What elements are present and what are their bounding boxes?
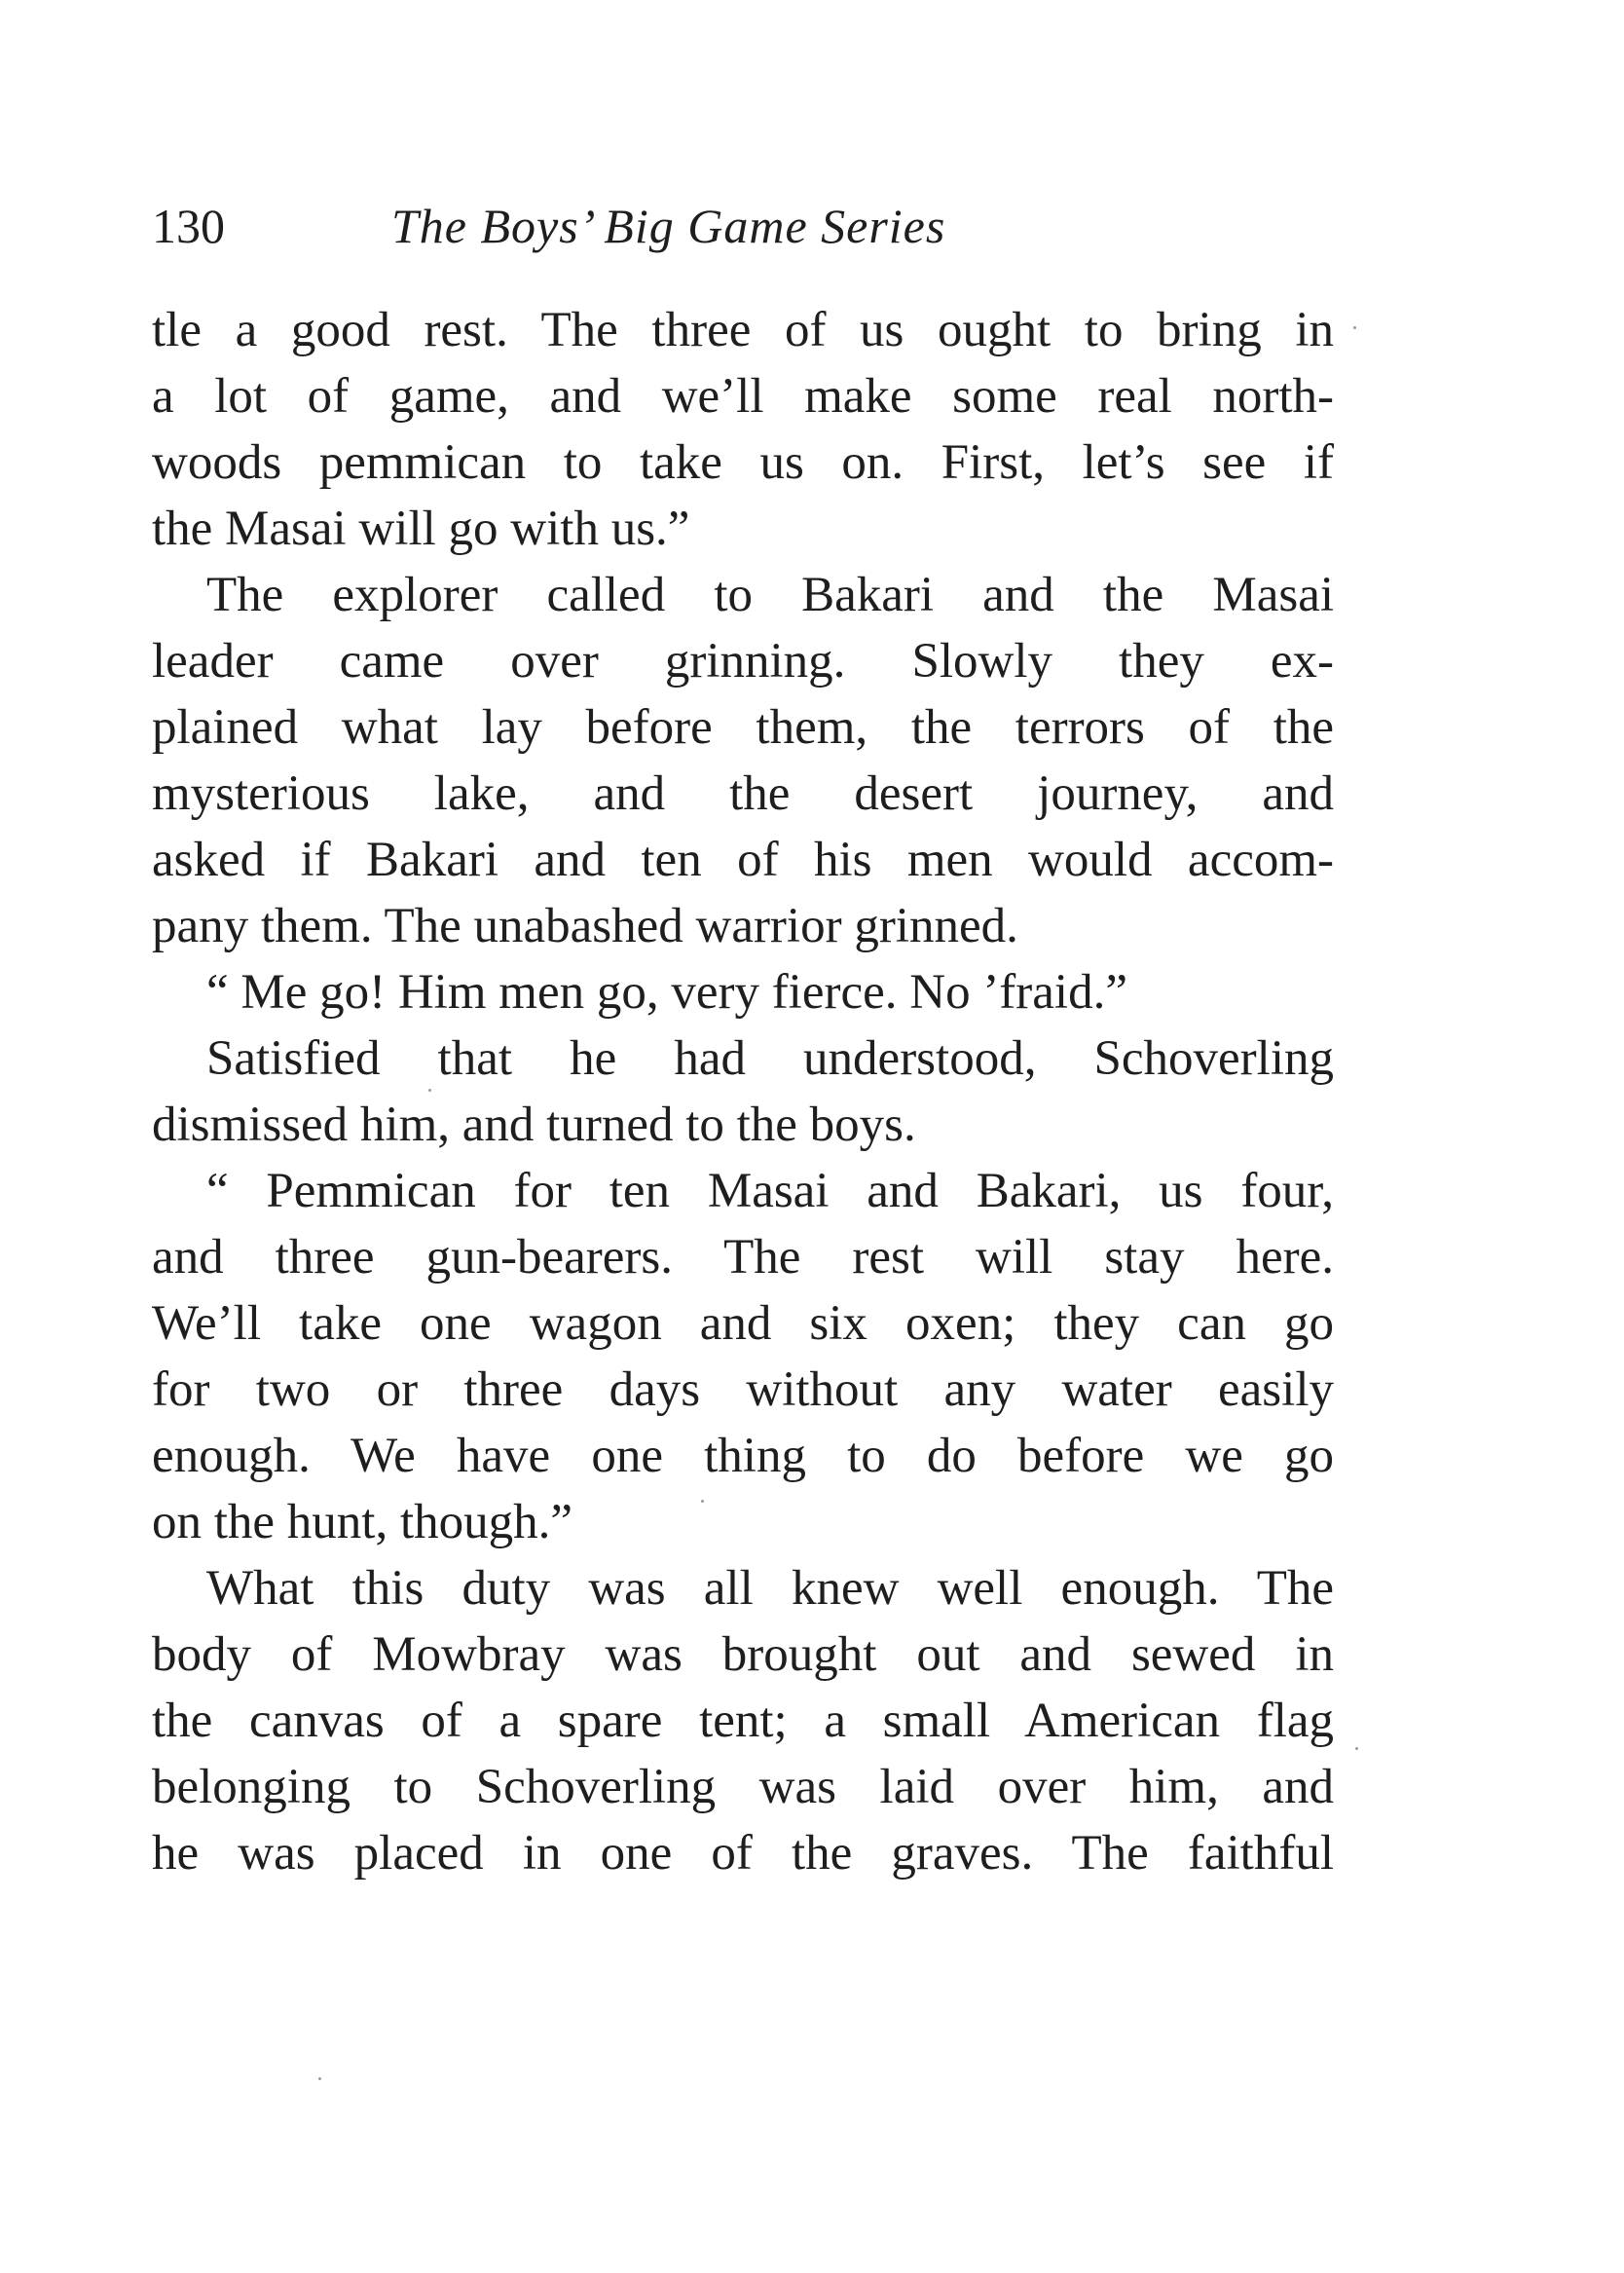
paper-speck: [1355, 1747, 1358, 1750]
text-line: dismissed him, and turned to the boys.: [152, 1098, 916, 1152]
text-line: a lot of game, and we’ll make some real north-: [152, 369, 1334, 424]
running-head: [152, 191, 1340, 261]
text-line: the Masai will go with us.”: [152, 502, 690, 556]
text-line: We’ll take one wagon and six oxen; they can go: [152, 1296, 1334, 1351]
paper-speck: [318, 2077, 321, 2080]
running-title: The Boys’ Big Game Series: [391, 199, 946, 253]
text-line: belonging to Schoverling was laid over him, and: [152, 1760, 1334, 1814]
text-line: and three gun-bearers. The rest will stay here.: [152, 1230, 1334, 1285]
paper-speck: [428, 1089, 431, 1092]
text-line: he was placed in one of the graves. The faithful: [152, 1826, 1334, 1881]
text-line: mysterious lake, and the desert journey, and: [152, 766, 1334, 821]
text-line: “ Pemmican for ten Masai and Bakari, us four,: [206, 1164, 1334, 1218]
page-number: 130: [152, 199, 225, 253]
text-line: tle a good rest. The three of us ought to bring in: [152, 303, 1334, 357]
text-line: leader came over grinning. Slowly they ex-: [152, 634, 1334, 689]
text-line: enough. We have one thing to do before we go: [152, 1429, 1334, 1483]
text-line: plained what lay before them, the terrors of the: [152, 700, 1334, 755]
text-line: What this duty was all knew well enough. The: [206, 1561, 1334, 1616]
body-text: [152, 297, 1334, 1886]
text-line: body of Mowbray was brought out and sewed in: [152, 1627, 1334, 1682]
text-line: pany them. The unabashed warrior grinned.: [152, 899, 1018, 953]
text-line: The explorer called to Bakari and the Masai: [206, 568, 1334, 622]
text-line: “ Me go! Him men go, very fierce. No ’fraid.”: [206, 965, 1127, 1020]
paper-speck: [1353, 326, 1356, 329]
text-line: woods pemmican to take us on. First, let’s see if: [152, 435, 1334, 490]
text-line: for two or three days without any water easily: [152, 1362, 1334, 1417]
text-line: on the hunt, though.”: [152, 1495, 573, 1549]
text-line: Satisfied that he had understood, Schoverling: [206, 1031, 1334, 1086]
paper-speck: [701, 1500, 704, 1503]
text-line: asked if Bakari and ten of his men would accom-: [152, 833, 1334, 887]
text-line: the canvas of a spare tent; a small American flag: [152, 1694, 1334, 1748]
